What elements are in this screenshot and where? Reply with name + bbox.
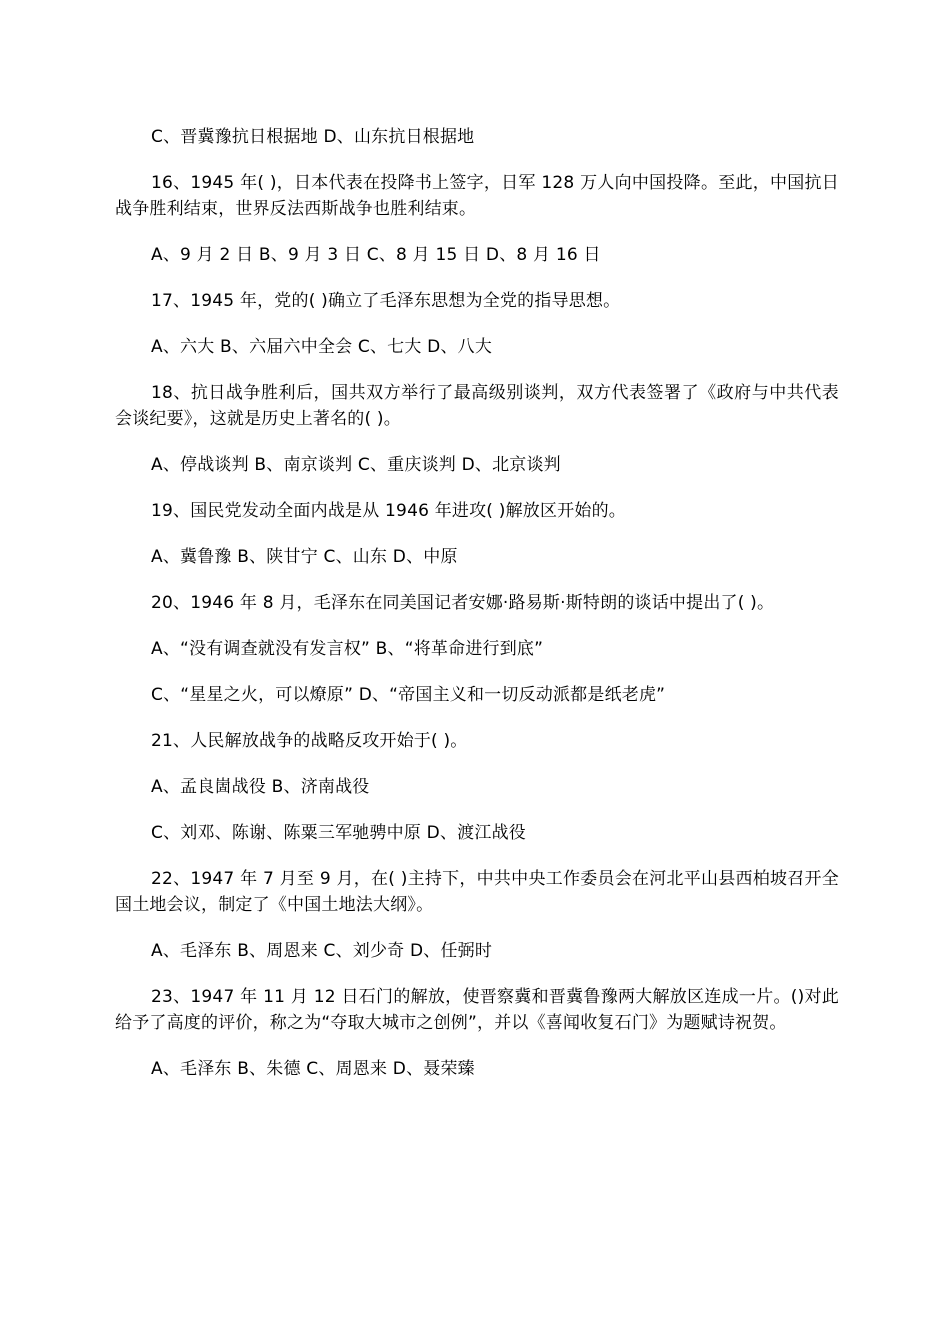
document-page: [115, 124, 839, 1102]
question-22: 22、1947 年 7 月至 9 月，在( )主持下，中共中央工作委员会在河北平山县西柏坡召开全国土地会议，制定了《中国土地法大纲》。: [115, 869, 839, 915]
option-line: A、冀鲁豫 B、陕甘宁 C、山东 D、中原: [151, 547, 458, 567]
question-19: 19、国民党发动全面内战是从 1946 年进攻( )解放区开始的。: [151, 501, 626, 521]
option-line: C、“星星之火，可以燎原” D、“帝国主义和一切反动派都是纸老虎”: [151, 685, 666, 705]
question-18: 18、抗日战争胜利后，国共双方举行了最高级别谈判，双方代表签署了《政府与中共代表会谈纪要》，这就是历史上著名的( )。: [115, 383, 839, 429]
option-line: A、六大 B、六届六中全会 C、七大 D、八大: [151, 337, 493, 357]
question-17: 17、1945 年，党的( )确立了毛泽东思想为全党的指导思想。: [151, 291, 621, 311]
option-line: C、晋冀豫抗日根据地 D、山东抗日根据地: [151, 127, 475, 147]
option-line: C、刘邓、陈谢、陈粟三军驰骋中原 D、渡江战役: [151, 823, 526, 843]
question-16: 16、1945 年( )，日本代表在投降书上签字，日军 128 万人向中国投降。至此，中国抗日战争胜利结束，世界反法西斯战争也胜利结束。: [115, 173, 839, 219]
option-line: A、停战谈判 B、南京谈判 C、重庆谈判 D、北京谈判: [151, 455, 561, 475]
option-line: A、毛泽东 B、周恩来 C、刘少奇 D、任弼时: [151, 941, 493, 961]
option-line: A、9 月 2 日 B、9 月 3 日 C、8 月 15 日 D、8 月 16 日: [151, 245, 601, 265]
question-20: 20、1946 年 8 月，毛泽东在同美国记者安娜·路易斯·斯特朗的谈话中提出了( )。: [151, 593, 775, 613]
option-line: A、孟良崮战役 B、济南战役: [151, 777, 370, 797]
option-line: A、毛泽东 B、朱德 C、周恩来 D、聂荣臻: [151, 1059, 475, 1079]
option-line: A、“没有调查就没有发言权” B、“将革命进行到底”: [151, 639, 544, 659]
question-23: 23、1947 年 11 月 12 日石门的解放，使晋察冀和晋冀鲁豫两大解放区连成一片。()对此给予了高度的评价，称之为“夺取大城市之创例”，并以《喜闻收复石门》为题赋诗祝贺。: [115, 987, 839, 1033]
question-21: 21、人民解放战争的战略反攻开始于( )。: [151, 731, 468, 751]
